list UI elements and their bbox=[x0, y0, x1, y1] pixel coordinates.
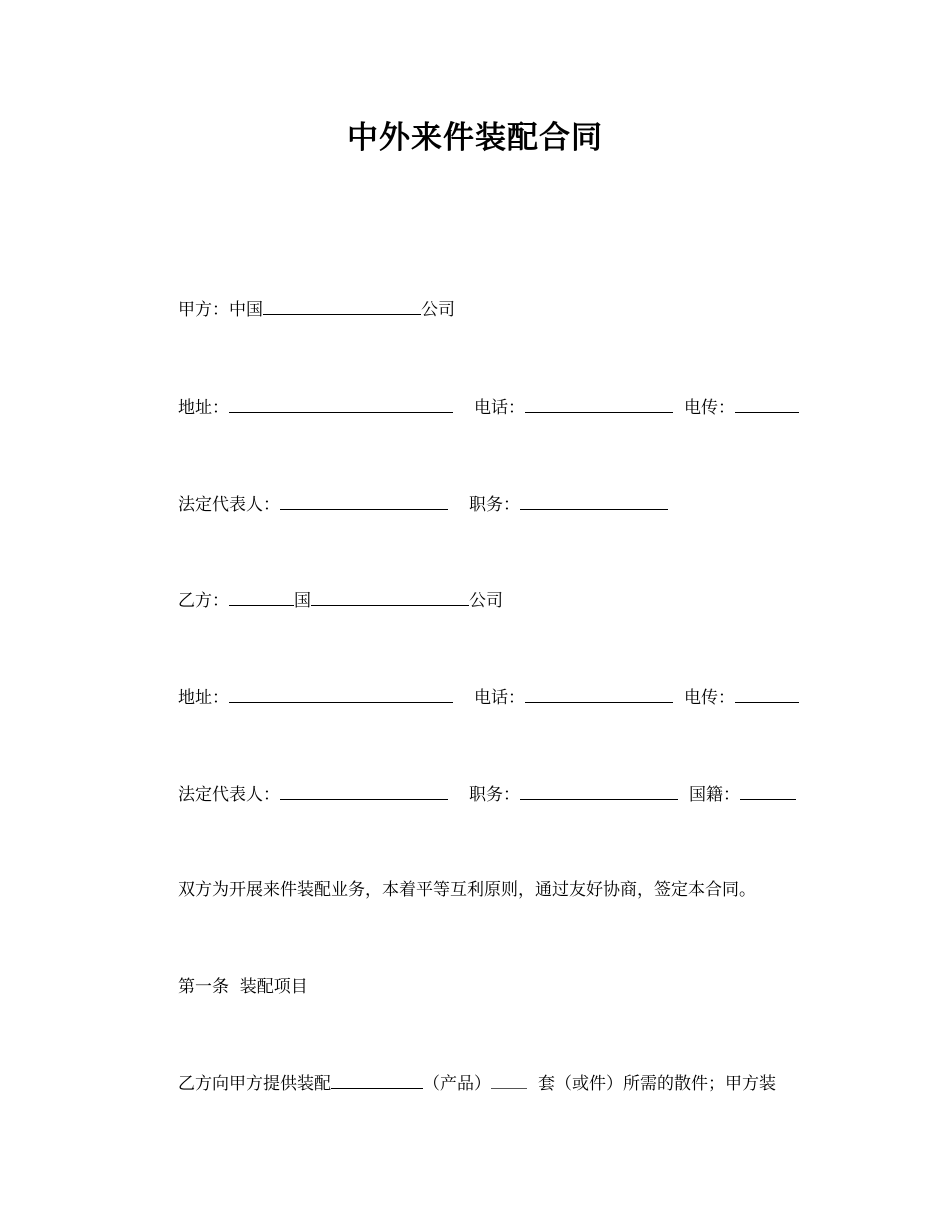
party-b-country-blank bbox=[229, 588, 294, 606]
article-1-heading-text: 第一条 装配项目 bbox=[178, 977, 308, 997]
party-b-company-suffix: 公司 bbox=[469, 591, 503, 611]
preamble bbox=[178, 878, 756, 902]
party-b-company-blank bbox=[311, 588, 469, 606]
party-a-rep-blank bbox=[280, 492, 448, 510]
party-b-phone-label: 电话： bbox=[474, 688, 525, 708]
party-a-line bbox=[178, 297, 455, 321]
document-title: 中外来件装配合同 bbox=[347, 120, 603, 156]
party-b-rep-label: 法定代表人： bbox=[178, 785, 280, 805]
party-b-address-label: 地址： bbox=[178, 688, 229, 708]
party-a-phone-blank bbox=[525, 395, 673, 413]
party-b-fax-blank bbox=[735, 685, 799, 703]
party-a-fax-label: 电传： bbox=[684, 398, 735, 418]
party-b-nationality-label: 国籍： bbox=[689, 785, 740, 805]
party-a-address-label: 地址： bbox=[178, 398, 229, 418]
preamble-text: 双方为开展来件装配业务，本着平等互利原则，通过友好协商，签定本合同。 bbox=[178, 880, 756, 900]
article-1-paragraph bbox=[178, 1071, 776, 1095]
party-b-nationality-blank bbox=[740, 782, 796, 800]
party-a-label: 甲方： bbox=[178, 300, 229, 320]
party-b-label: 乙方： bbox=[178, 591, 229, 611]
party-b-phone-blank bbox=[525, 685, 673, 703]
party-b-rep-line bbox=[178, 782, 796, 806]
product-blank bbox=[331, 1071, 423, 1089]
party-a-company-suffix: 公司 bbox=[421, 300, 455, 320]
party-b-contact-line bbox=[178, 685, 799, 709]
party-a-rep-label: 法定代表人： bbox=[178, 495, 280, 515]
article-1-text-3: 套（或件）所需的散件；甲方装 bbox=[538, 1074, 776, 1094]
party-b-line bbox=[178, 588, 503, 612]
party-b-fax-label: 电传： bbox=[684, 688, 735, 708]
quantity-blank bbox=[491, 1071, 527, 1089]
party-a-position-blank bbox=[520, 492, 668, 510]
article-1-heading bbox=[178, 975, 308, 999]
party-b-position-label: 职务： bbox=[469, 785, 520, 805]
party-b-rep-blank bbox=[280, 782, 448, 800]
party-a-country: 中国 bbox=[229, 300, 263, 320]
party-a-phone-label: 电话： bbox=[474, 398, 525, 418]
party-b-address-blank bbox=[229, 685, 453, 703]
party-a-company-blank bbox=[263, 297, 421, 315]
article-1-text-2: （产品） bbox=[423, 1074, 491, 1094]
party-a-contact-line bbox=[178, 395, 799, 419]
party-a-fax-blank bbox=[735, 395, 799, 413]
party-b-country-suffix: 国 bbox=[294, 591, 311, 611]
party-a-address-blank bbox=[229, 395, 453, 413]
article-1-text-1: 乙方向甲方提供装配 bbox=[178, 1074, 331, 1094]
party-a-position-label: 职务： bbox=[469, 495, 520, 515]
party-a-rep-line bbox=[178, 492, 668, 516]
party-b-position-blank bbox=[520, 782, 678, 800]
